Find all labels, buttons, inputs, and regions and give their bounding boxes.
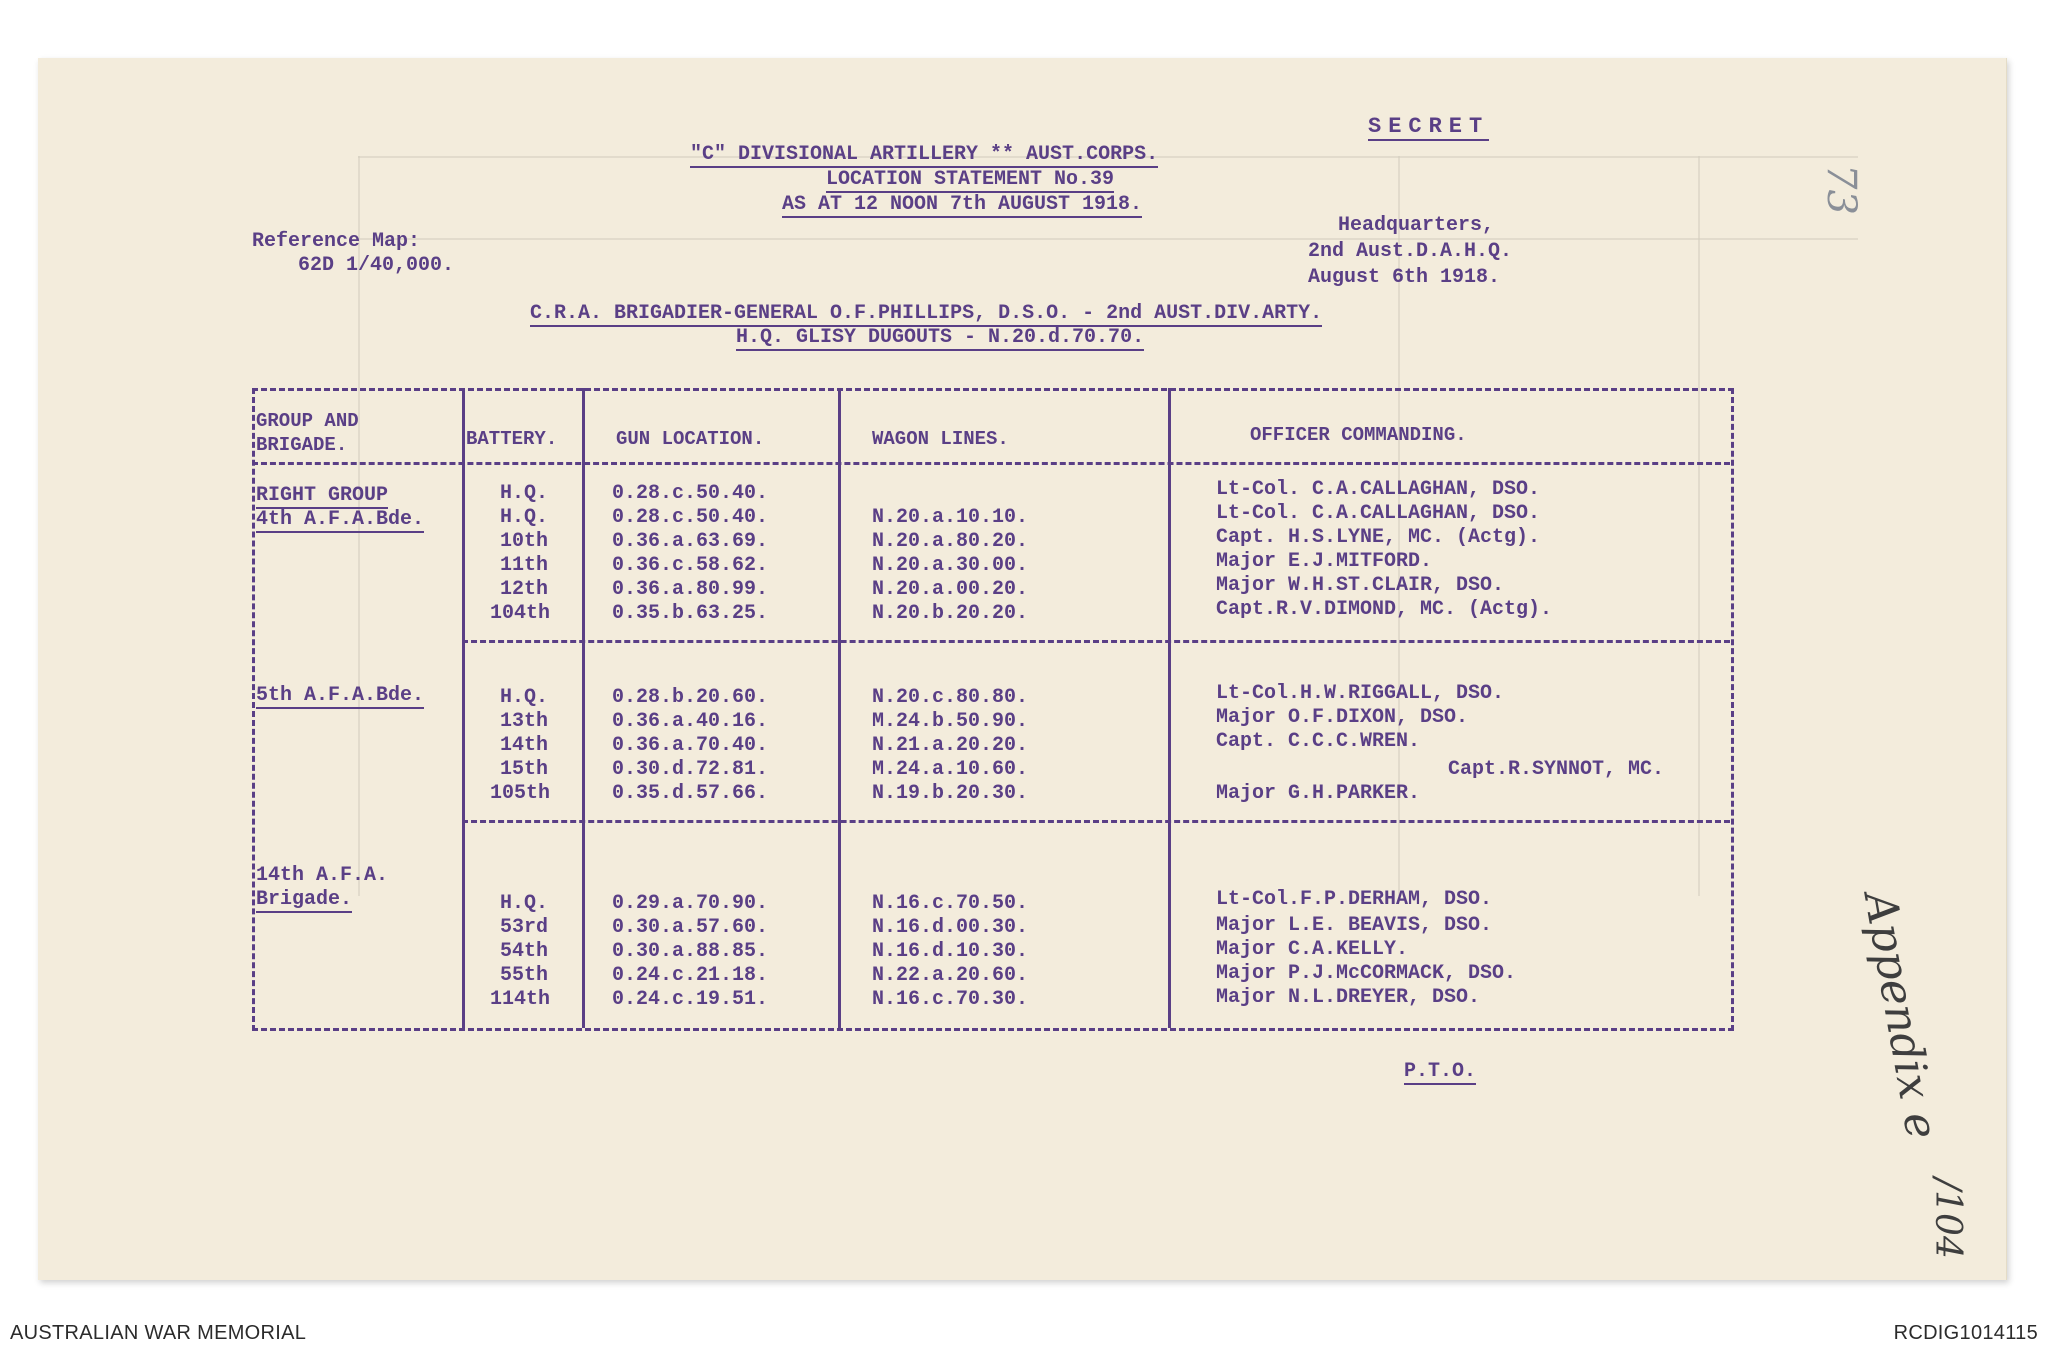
- officer-cell: Lt-Col.F.P.DERHAM, DSO.: [1216, 888, 1493, 911]
- officer-cell: Major L.E. BEAVIS, DSO.: [1216, 914, 1493, 937]
- officer-cell: Major O.F.DIXON, DSO.: [1216, 706, 1469, 729]
- group-separator: [462, 820, 1730, 823]
- gun-location-cell: 0.35.b.63.25.: [612, 602, 769, 625]
- officer-cell: Capt.R.SYNNOT, MC.: [1448, 758, 1665, 781]
- handwritten-folio: /104: [1927, 1178, 1968, 1259]
- gun-location-cell: 0.36.a.70.40.: [612, 734, 769, 757]
- battery-cell: 55th: [500, 964, 549, 987]
- column-rule: [1168, 388, 1171, 1028]
- officer-cell: Major W.H.ST.CLAIR, DSO.: [1216, 574, 1505, 597]
- battery-cell: 14th: [500, 734, 549, 757]
- wagon-lines-cell: N.16.c.70.50.: [872, 892, 1029, 915]
- wagon-lines-cell: M.24.a.10.60.: [872, 758, 1029, 781]
- column-rule: [462, 388, 465, 1028]
- gun-location-cell: 0.24.c.21.18.: [612, 964, 769, 987]
- wagon-lines-cell: N.16.c.70.30.: [872, 988, 1029, 1011]
- secret-stamp: SECRET: [1368, 114, 1490, 139]
- gun-location-cell: 0.36.a.40.16.: [612, 710, 769, 733]
- header-rule: [252, 462, 1730, 465]
- column-rule: [838, 388, 841, 1028]
- officer-cell: Capt. C.C.C.WREN.: [1216, 730, 1421, 753]
- header-battery: BATTERY.: [466, 428, 558, 450]
- officer-cell: Major G.H.PARKER.: [1216, 782, 1421, 805]
- bleed-through-rule: [358, 238, 1858, 240]
- officer-cell: Major C.A.KELLY.: [1216, 938, 1409, 961]
- document-page: [38, 58, 2007, 1280]
- cra-line: C.R.A. BRIGADIER-GENERAL O.F.PHILLIPS, D.S.O. - 2nd AUST.DIV.ARTY.: [530, 302, 1323, 325]
- gun-location-cell: 0.29.a.70.90.: [612, 892, 769, 915]
- hq-date: August 6th 1918.: [1308, 266, 1501, 289]
- reference-map-value: 62D 1/40,000.: [298, 254, 455, 277]
- gun-location-cell: 0.30.a.57.60.: [612, 916, 769, 939]
- battery-cell: 15th: [500, 758, 549, 781]
- wagon-lines-cell: N.16.d.10.30.: [872, 940, 1029, 963]
- group-label: 14th A.F.A.: [256, 864, 389, 887]
- gun-location-cell: 0.35.d.57.66.: [612, 782, 769, 805]
- gun-location-cell: 0.36.a.80.99.: [612, 578, 769, 601]
- group-label: Brigade.: [256, 888, 353, 911]
- footer-id: RCDIG1014115: [1893, 1322, 2038, 1344]
- header-wagon-lines: WAGON LINES.: [872, 428, 1009, 450]
- gun-location-cell: 0.28.c.50.40.: [612, 482, 769, 505]
- battery-cell: H.Q.: [500, 686, 549, 709]
- gun-location-cell: 0.28.c.50.40.: [612, 506, 769, 529]
- group-label: RIGHT GROUP: [256, 484, 389, 507]
- battery-cell: 12th: [500, 578, 549, 601]
- battery-cell: 104th: [490, 602, 551, 625]
- battery-cell: H.Q.: [500, 892, 549, 915]
- officer-cell: Lt-Col. C.A.CALLAGHAN, DSO.: [1216, 478, 1541, 501]
- header-gun-location: GUN LOCATION.: [616, 428, 765, 450]
- handwritten-appendix: Appendix e: [1853, 888, 1948, 1143]
- gun-location-cell: 0.24.c.19.51.: [612, 988, 769, 1011]
- group-label: 5th A.F.A.Bde.: [256, 684, 425, 707]
- wagon-lines-cell: N.20.b.20.20.: [872, 602, 1029, 625]
- gun-location-cell: 0.36.c.58.62.: [612, 554, 769, 577]
- statement-date: AS AT 12 NOON 7th AUGUST 1918.: [782, 193, 1143, 216]
- battery-cell: 53rd: [500, 916, 549, 939]
- gun-location-cell: 0.30.d.72.81.: [612, 758, 769, 781]
- gun-location-cell: 0.36.a.63.69.: [612, 530, 769, 553]
- pto-note: P.T.O.: [1404, 1060, 1477, 1083]
- hq-unit: 2nd Aust.D.A.H.Q.: [1308, 240, 1513, 263]
- statement-number: LOCATION STATEMENT No.39: [826, 168, 1115, 191]
- officer-cell: Capt.R.V.DIMOND, MC. (Actg).: [1216, 598, 1553, 621]
- battery-cell: 13th: [500, 710, 549, 733]
- header-group-line1: GROUP AND: [256, 410, 359, 432]
- wagon-lines-cell: N.20.a.80.20.: [872, 530, 1029, 553]
- column-rule: [582, 388, 585, 1028]
- wagon-lines-cell: N.20.c.80.80.: [872, 686, 1029, 709]
- battery-cell: H.Q.: [500, 506, 549, 529]
- wagon-lines-cell: N.20.a.30.00.: [872, 554, 1029, 577]
- battery-cell: 11th: [500, 554, 549, 577]
- battery-cell: 10th: [500, 530, 549, 553]
- battery-cell: H.Q.: [500, 482, 549, 505]
- wagon-lines-cell: M.24.b.50.90.: [872, 710, 1029, 733]
- wagon-lines-cell: N.22.a.20.60.: [872, 964, 1029, 987]
- hq-heading: Headquarters,: [1338, 214, 1495, 237]
- officer-cell: Major N.L.DREYER, DSO.: [1216, 986, 1481, 1009]
- wagon-lines-cell: N.19.b.20.30.: [872, 782, 1029, 805]
- gun-location-cell: 0.30.a.88.85.: [612, 940, 769, 963]
- header-group-line2: BRIGADE.: [256, 434, 348, 456]
- gun-location-cell: 0.28.b.20.60.: [612, 686, 769, 709]
- officer-cell: Lt-Col.H.W.RIGGALL, DSO.: [1216, 682, 1505, 705]
- document-title: "C" DIVISIONAL ARTILLERY ** AUST.CORPS.: [690, 143, 1159, 166]
- group-separator: [462, 640, 1730, 643]
- wagon-lines-cell: N.16.d.00.30.: [872, 916, 1029, 939]
- officer-cell: Lt-Col. C.A.CALLAGHAN, DSO.: [1216, 502, 1541, 525]
- footer-source: AUSTRALIAN WAR MEMORIAL: [10, 1322, 307, 1344]
- battery-cell: 105th: [490, 782, 551, 805]
- handwritten-page-number: 73: [1818, 164, 1864, 215]
- wagon-lines-cell: N.20.a.10.10.: [872, 506, 1029, 529]
- wagon-lines-cell: N.20.a.00.20.: [872, 578, 1029, 601]
- wagon-lines-cell: N.21.a.20.20.: [872, 734, 1029, 757]
- header-officer: OFFICER COMMANDING.: [1250, 424, 1467, 446]
- reference-map-label: Reference Map:: [252, 230, 421, 253]
- battery-cell: 114th: [490, 988, 551, 1011]
- officer-cell: Major P.J.McCORMACK, DSO.: [1216, 962, 1517, 985]
- officer-cell: Capt. H.S.LYNE, MC. (Actg).: [1216, 526, 1541, 549]
- battery-cell: 54th: [500, 940, 549, 963]
- group-label: 4th A.F.A.Bde.: [256, 508, 425, 531]
- hq-location: H.Q. GLISY DUGOUTS - N.20.d.70.70.: [736, 326, 1145, 349]
- officer-cell: Major E.J.MITFORD.: [1216, 550, 1433, 573]
